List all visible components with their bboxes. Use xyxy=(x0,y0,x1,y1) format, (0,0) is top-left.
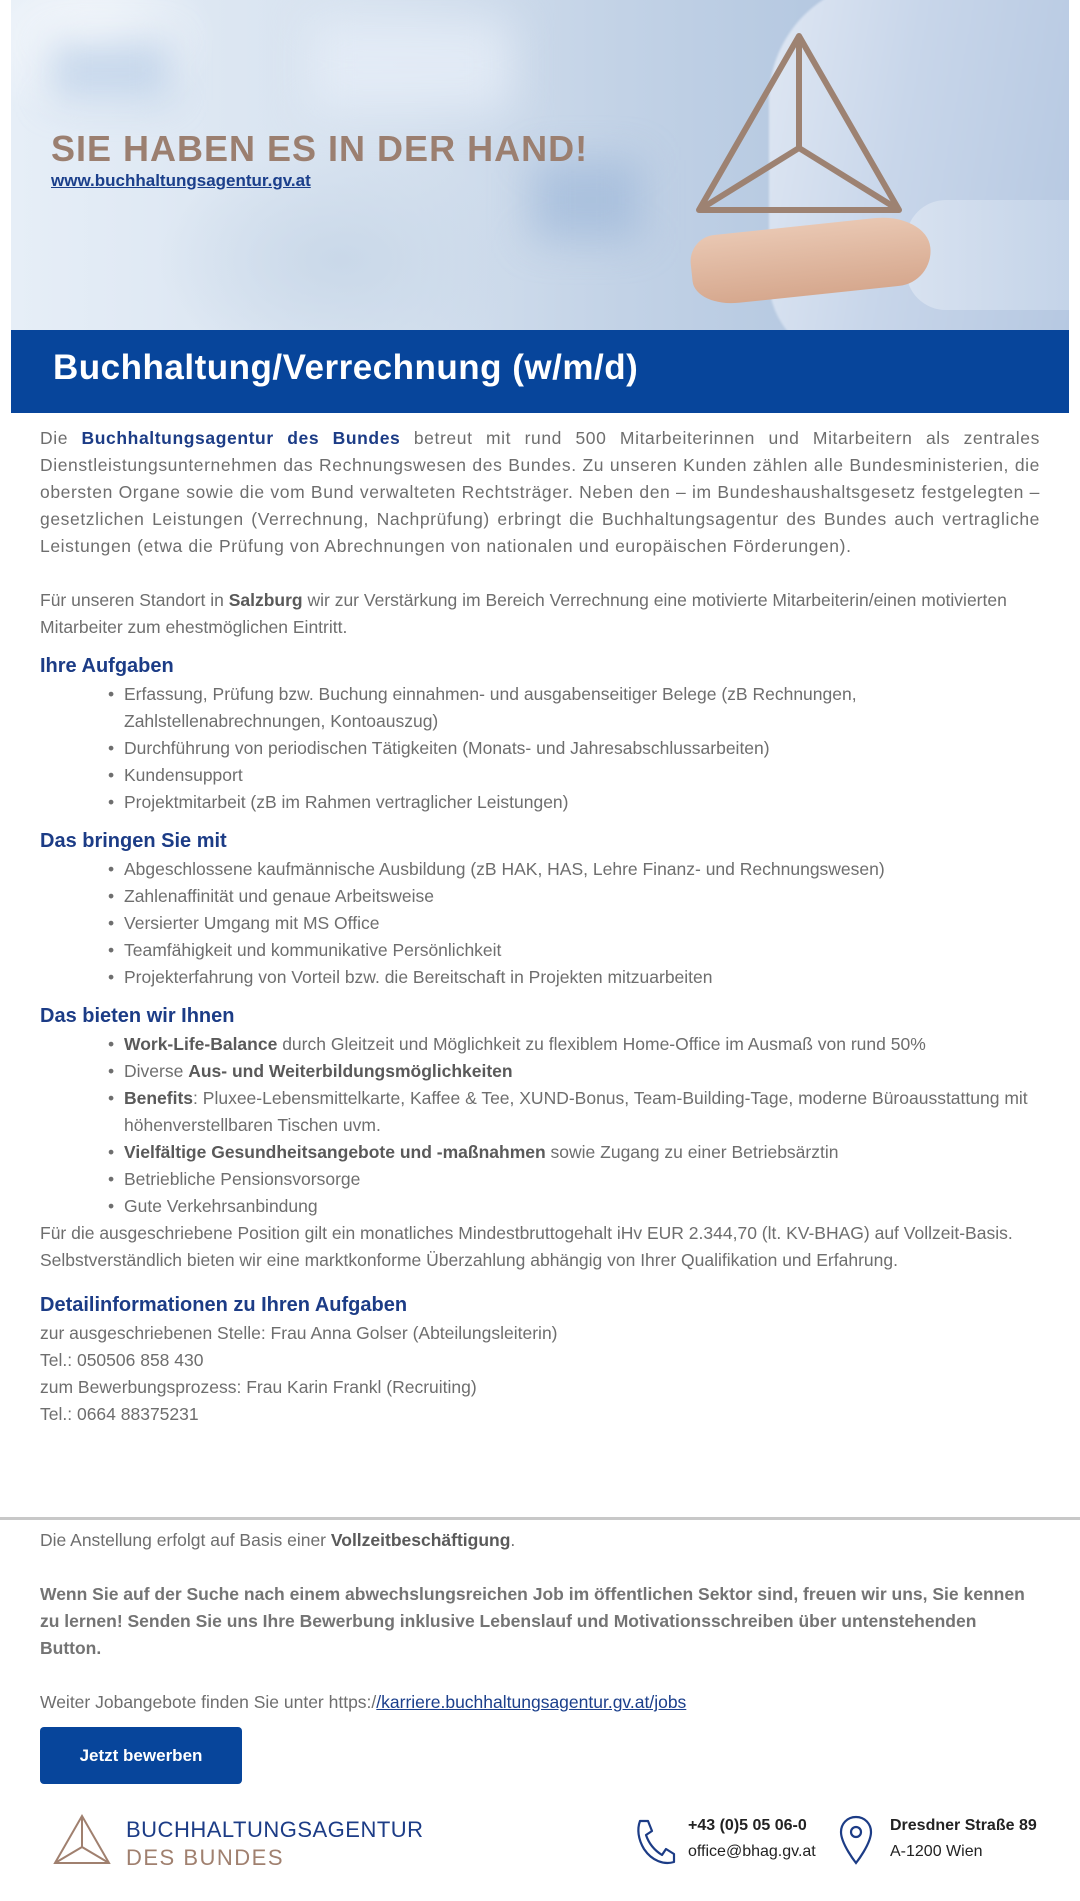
company-logo-icon xyxy=(52,1813,112,1867)
intro-paragraph xyxy=(40,425,1040,560)
list-item xyxy=(110,1031,1040,1058)
offer-highlight: Aus- und Weiterbildungsmöglichkeiten xyxy=(188,1061,513,1081)
list-item xyxy=(110,1085,1040,1139)
offers-list xyxy=(40,1031,1040,1220)
requirements-heading: Das bringen Sie mit xyxy=(40,830,227,852)
offer-highlight: Work-Life-Balance xyxy=(124,1034,278,1054)
more-jobs-prefix: Weiter Jobangebote finden Sie unter https:/ xyxy=(40,1692,377,1712)
contact-line: zur ausgeschriebenen Stelle: Frau Anna Golser (Abteilungsleiterin) xyxy=(40,1323,558,1343)
contact-line: zum Bewerbungsprozess: Frau Karin Frankl (Recruiting) xyxy=(40,1377,477,1397)
list-item: • Gute Verkehrsanbindung xyxy=(110,1193,1040,1220)
location-city: Salzburg xyxy=(228,590,303,610)
offers-heading: Das bieten wir Ihnen xyxy=(40,1005,235,1027)
employment-suffix: . xyxy=(510,1530,516,1550)
logo-text-line2: DES BUNDES xyxy=(126,1845,285,1870)
offer-highlight: Benefits xyxy=(124,1088,194,1108)
job-description xyxy=(40,425,1040,1428)
list-item: • Durchführung von periodischen Tätigkeiten (Monats- und Jahresabschlussarbeiten) xyxy=(110,735,1040,762)
call-to-action-text: Wenn Sie auf der Suche nach einem abwechslungsreichen Job im öffentlichen Sektor sind, freuen wir uns, Sie kennen zu lernen! Senden Sie uns Ihre Bewerbung inklusive Lebenslauf und Motivationsschreiben über untenstehenden Button. xyxy=(40,1584,1025,1658)
jobs-link[interactable]: /karriere.buchhaltungsagentur.gv.at/jobs xyxy=(376,1692,687,1712)
footer-street: Dresdner Straße 89 xyxy=(890,1817,1037,1834)
list-item: • Kundensupport xyxy=(110,762,1040,789)
details-heading: Detailinformationen zu Ihren Aufgaben xyxy=(40,1294,408,1316)
hero-person-cuff xyxy=(906,200,1069,310)
footer xyxy=(0,1805,1080,1885)
employment-prefix: Die Anstellung erfolgt auf Basis einer xyxy=(40,1530,331,1550)
job-title: Buchhaltung/Verrechnung (w/m/d) xyxy=(53,348,639,387)
employment-type xyxy=(40,1527,1040,1554)
list-item: • Teamfähigkeit und kommunikative Persönlichkeit xyxy=(110,937,1040,964)
hero-title: SIE HABEN ES IN DER HAND! xyxy=(51,128,589,169)
location-prefix: Für unseren Standort in xyxy=(40,590,229,610)
website-link[interactable]: www.buchhaltungsagentur.gv.at xyxy=(51,171,311,190)
footer-phone: +43 (0)5 05 06-0 xyxy=(688,1817,807,1834)
contact-phone: Tel.: 050506 858 430 xyxy=(40,1350,204,1370)
footer-city: A-1200 Wien xyxy=(890,1843,983,1860)
logo-text-line1: BUCHHALTUNGSAGENTUR xyxy=(126,1817,424,1842)
hero-bokeh xyxy=(51,40,171,100)
offer-text: sowie Zugang zu einer Betriebsärztin xyxy=(545,1142,839,1162)
location-paragraph xyxy=(40,587,1040,641)
apply-button[interactable]: Jetzt bewerben xyxy=(40,1727,242,1784)
application-section xyxy=(40,1527,1040,1716)
hero-bokeh xyxy=(311,20,511,110)
offer-text: Diverse xyxy=(124,1061,189,1081)
list-item: • Projektmitarbeit (zB im Rahmen vertraglicher Leistungen) xyxy=(110,789,1040,816)
phone-icon xyxy=(634,1817,676,1867)
list-item: • Versierter Umgang mit MS Office xyxy=(110,910,1040,937)
location-pin-icon xyxy=(838,1815,874,1867)
triangle-logo-icon xyxy=(691,30,911,220)
salary-paragraph: Für die ausgeschriebene Position gilt ein monatliches Mindestbruttogehalt iHv EUR 2.344,70 (lt. KV-BHAG) auf Vollzeit-Basis. Selbstverständlich bieten wir eine marktkonforme Überzahlung abhängig von Ihrer Qualifikation und Erfahrung. xyxy=(40,1223,1013,1270)
intro-text: betreut mit rund 500 Mitarbeiterinnen und Mitarbeitern als zentrales Dienstleistungsunternehmen das Rechnungswesen des Bundes. Zu unseren Kunden zählen alle Bundesministerien, die obersten Organe sowie die vom Bund verwalteten Rechtsträger. Neben den – im Bundeshaushaltsgesetz festgelegten – gesetzlichen Leistungen (Verrechnung, Nachprüfung) erbringt die Buchhaltungsagentur des Bundes auch vertragliche Leistungen (etwa die Prüfung von Abrechnungen von nationalen und europäischen Förderungen). xyxy=(40,428,1040,556)
offer-text: : Pluxee-Lebensmittelkarte, Kaffee & Tee, XUND-Bonus, Team-Building-Tage, moderne Büroausstattung mit höhenverstellbaren Tischen uvm. xyxy=(124,1088,1028,1135)
tasks-heading: Ihre Aufgaben xyxy=(40,655,174,677)
offer-highlight: Vielfältige Gesundheitsangebote und -maßnahmen xyxy=(124,1142,546,1162)
footer-email: office@bhag.gv.at xyxy=(688,1843,816,1860)
offer-text: durch Gleitzeit und Möglichkeit zu flexiblem Home-Office im Ausmaß von rund 50% xyxy=(277,1034,926,1054)
list-item xyxy=(110,1058,1040,1085)
hero-banner-image xyxy=(11,0,1069,330)
list-item xyxy=(110,1139,1040,1166)
section-divider xyxy=(0,1517,1080,1520)
intro-org-name: Buchhaltungsagentur des Bundes xyxy=(81,428,401,448)
intro-prefix: Die xyxy=(40,428,82,448)
hero-bokeh xyxy=(531,160,641,240)
list-item: • Zahlenaffinität und genaue Arbeitsweise xyxy=(110,883,1040,910)
job-title-banner xyxy=(11,330,1069,413)
employment-bold: Vollzeitbeschäftigung xyxy=(330,1530,511,1550)
list-item: • Projekterfahrung von Vorteil bzw. die Bereitschaft in Projekten mitzuarbeiten xyxy=(110,964,1040,991)
list-item: • Betriebliche Pensionsvorsorge xyxy=(110,1166,1040,1193)
tasks-list xyxy=(40,681,1040,816)
location-suffix: wir zur Verstärkung im Bereich Verrechnung eine motivierte Mitarbeiterin/einen motivierten Mitarbeiter zum ehestmöglichen Eintritt. xyxy=(40,590,1007,637)
more-jobs-line xyxy=(40,1689,1040,1716)
contact-phone: Tel.: 0664 88375231 xyxy=(40,1404,199,1424)
requirements-list xyxy=(40,856,1040,991)
list-item: • Abgeschlossene kaufmännische Ausbildung (zB HAK, HAS, Lehre Finanz- und Rechnungswesen) xyxy=(110,856,1040,883)
list-item: • Erfassung, Prüfung bzw. Buchung einnahmen- und ausgabenseitiger Belege (zB Rechnungen, Zahlstellenabrechnungen, Kontoauszug) xyxy=(110,681,1040,735)
